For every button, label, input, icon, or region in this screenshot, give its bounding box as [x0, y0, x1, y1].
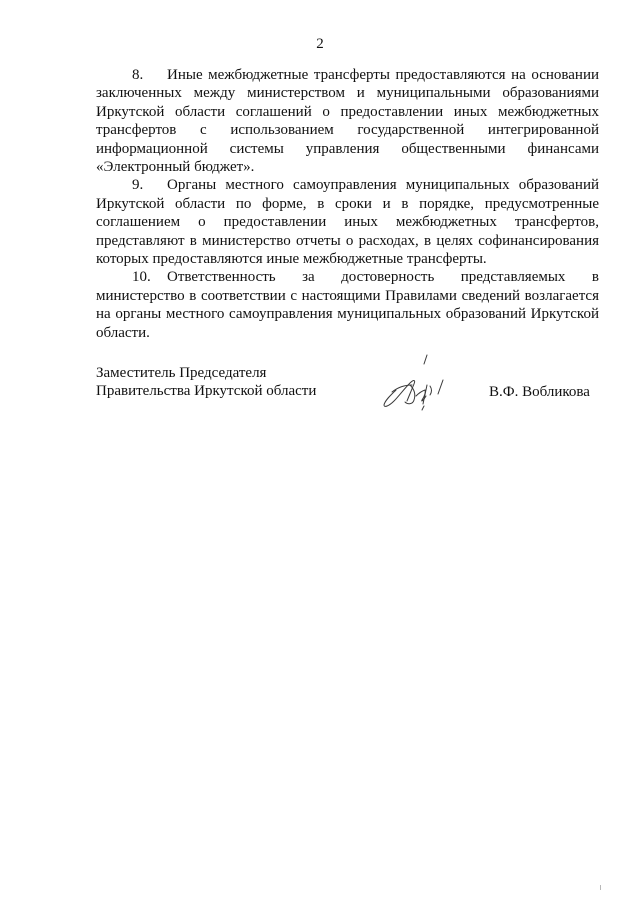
- signatory-name: В.Ф. Вобликова: [489, 384, 590, 400]
- page-number: 2: [316, 36, 324, 52]
- signatory-position: [96, 364, 316, 401]
- handwritten-signature: [380, 352, 450, 414]
- clause-number: 10.: [132, 269, 151, 286]
- scan-artifact: [600, 885, 601, 890]
- clause-number: 8.: [132, 67, 144, 83]
- document-body: [96, 66, 599, 342]
- position-line-2: Правительства Иркутской области: [96, 383, 317, 400]
- clause-text: Иные межбюджетные трансферты предоставляются на основании заключенных между министерством и муниципальными образованиями Иркутской области соглашений о предоставлении иных межбюджетных трансфертов с использованием государственной интегрированной информационной системы управления общественными финансами «Электронный бюджет».: [96, 67, 599, 176]
- clause-text: Ответственность за достоверность представляемых в министерство в соответствии с настоящими Правилами сведений возлагается на органы местного самоуправления муниципальных образований Иркутской области.: [96, 269, 599, 341]
- clause-9: [96, 176, 599, 268]
- clause-text: Органы местного самоуправления муниципальных образований Иркутской области по форме, в сроки и в порядке, предусмотренные соглашением о предоставлении иных межбюджетных трансфертов, представляют в министерство отчеты о расходах, в целях софинансирования которых предоставляются иные межбюджетные трансферты.: [96, 177, 599, 268]
- clause-10: [96, 268, 599, 342]
- position-line-1: Заместитель Председателя: [96, 365, 267, 381]
- clause-8: [96, 66, 599, 176]
- clause-number: 9.: [132, 177, 144, 194]
